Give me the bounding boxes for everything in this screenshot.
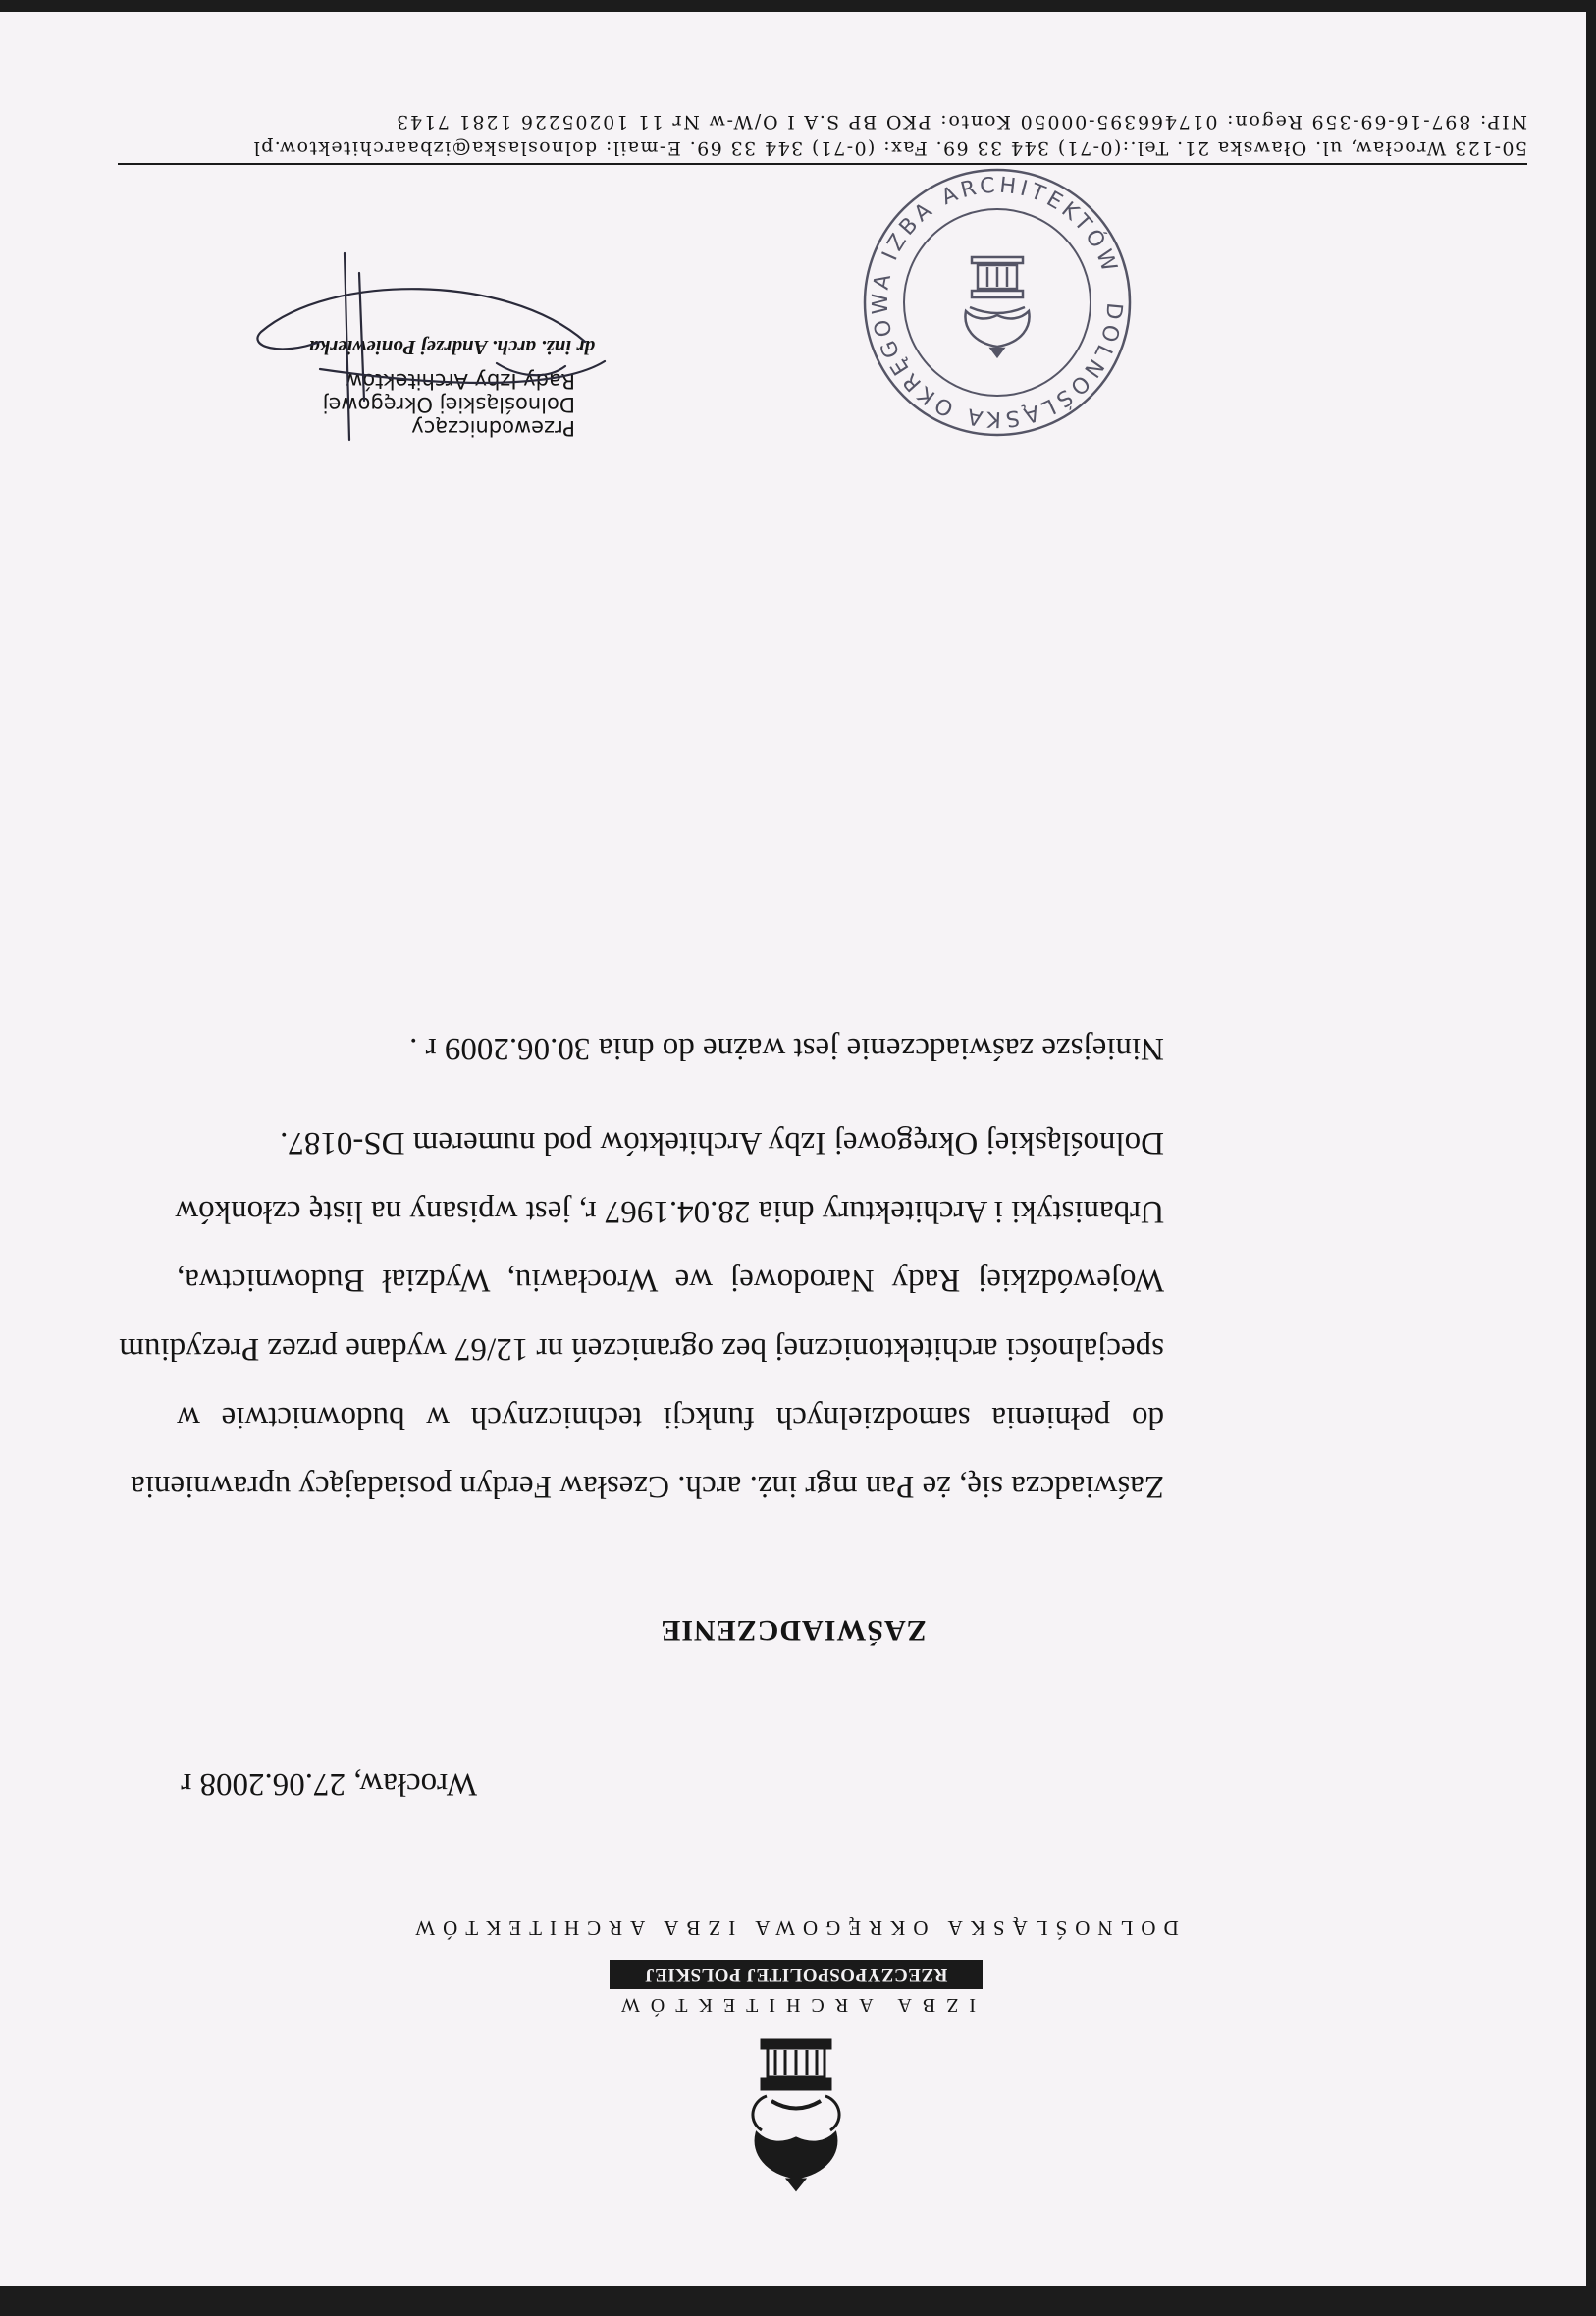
signatory-council: Rady Izby Architektów xyxy=(346,369,575,393)
footer-registration: NIP: 897-16-69-359 Regon: 017466395-00050 Konto: PKO BP S.A I O/W-w Nr 11 10205226 1281 7143 xyxy=(395,111,1527,133)
signatory-title: Przewodniczący xyxy=(411,416,575,440)
body-line: Urbanistyki i Architektury dnia 28.04.1967 r, jest wpisany na listę członków xyxy=(175,1194,1164,1229)
regional-chamber-name: DOLNOŚLĄSKA OKRĘGOWA IZBA ARCHITEKTÓW xyxy=(407,1916,1179,1940)
signatory-name: dr inż. arch. Andrzej Poniewierka xyxy=(309,336,595,359)
document-title: ZAŚWIADCZENIE xyxy=(660,1614,927,1646)
svg-text:DOLNOŚLĄSKA OKRĘGOWA IZBA ARCH xyxy=(869,174,1126,432)
certificate-body xyxy=(119,1108,1164,1521)
footer-divider xyxy=(118,163,1527,165)
body-line: Zaświadcza się, że Pan mgr inż. arch. Czesław Ferdyn posiadający uprawnienia xyxy=(131,1469,1164,1504)
handwritten-signature xyxy=(212,243,644,479)
stamp-ring-text: DOLNOŚLĄSKA OKRĘGOWA IZBA ARCHITEKTÓW xyxy=(868,173,1127,432)
chamber-emblem-icon xyxy=(732,2032,860,2199)
body-line: Dolnośląskiej Okręgowej Izby Architektów pod numerem DS-0187. xyxy=(280,1125,1164,1160)
body-line: do pełnienia samodzielnych funkcji technicznych w budownictwie w xyxy=(177,1400,1164,1435)
document-paper xyxy=(0,12,1586,2286)
chamber-band: RZECZYPOSPOLITEJ POLSKIEJ xyxy=(610,1960,983,1989)
validity-statement: Niniejsze zaświadczenie jest ważne do dnia 30.06.2009 r . xyxy=(409,1031,1164,1066)
stamp-emblem-icon xyxy=(965,257,1029,356)
official-round-stamp xyxy=(850,155,1144,450)
place-and-date: Wrocław, 27.06.2008 r xyxy=(181,1766,477,1802)
footer-address: 50-123 Wrocław, ul. Oławska 21. Tel.:(0-71) 344 33 69. Fax: (0-71) 344 33 69. E-mail: dolnoslaska@izbaarchitektow.pl xyxy=(252,137,1527,159)
body-line: Wojewódzkiej Rady Narodowej we Wrocławiu, Wydział Budownictwa, xyxy=(177,1263,1164,1298)
body-line: specjalności architektonicznej bez ograniczeń nr 12/67 wydane przez Prezydium xyxy=(119,1331,1164,1367)
chamber-name: IZBA ARCHITEKTÓW xyxy=(610,1994,977,2016)
signatory-body: Dolnośląskiej Okręgowej xyxy=(322,393,575,416)
